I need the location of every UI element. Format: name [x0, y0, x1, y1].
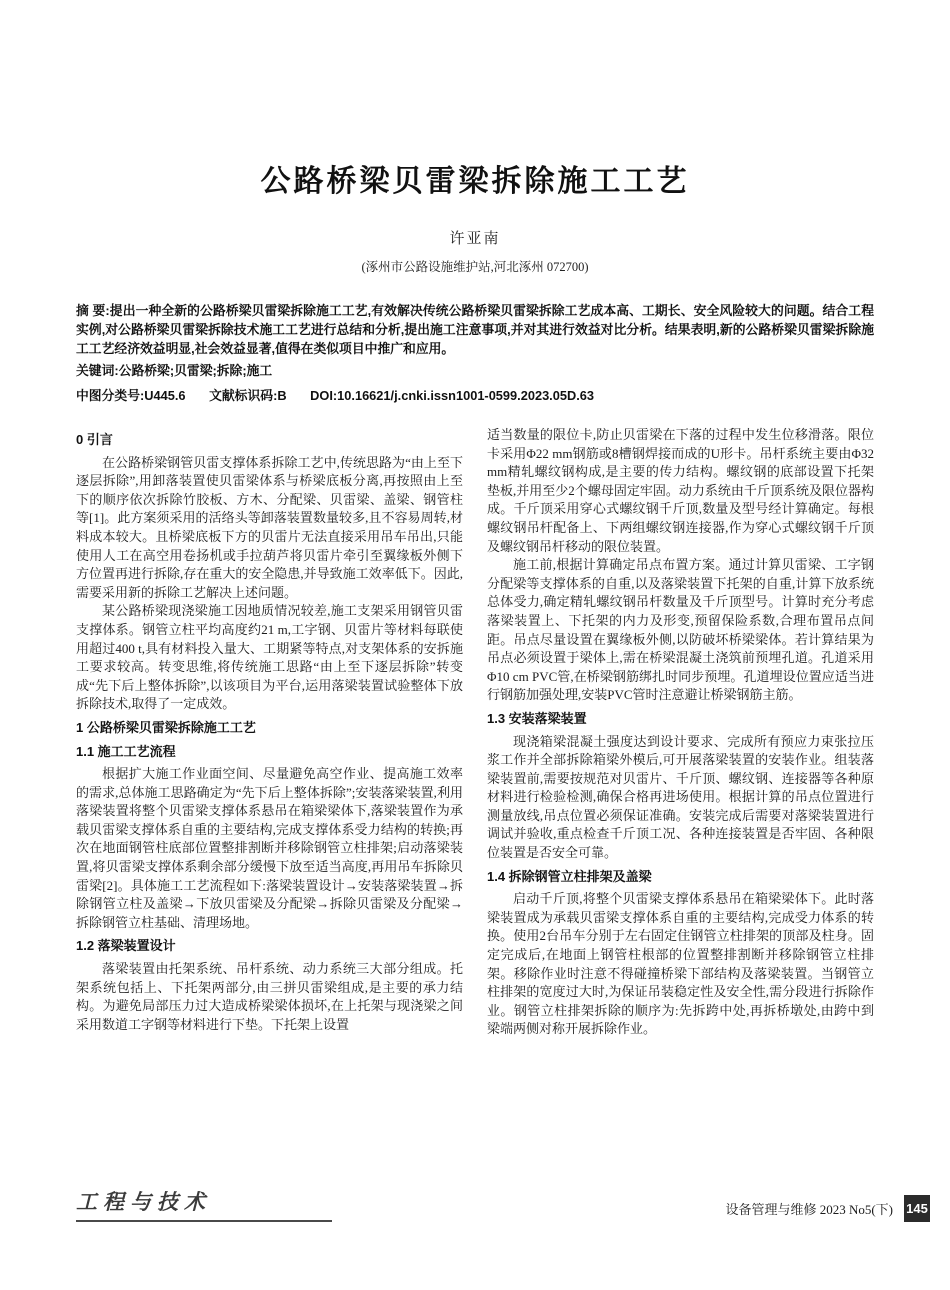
- paper-title: 公路桥梁贝雷梁拆除施工工艺: [260, 165, 690, 198]
- paragraph: 现浇箱梁混凝土强度达到设计要求、完成所有预应力束张拉压浆工作并全部拆除箱梁外模后,可开展落梁装置的安装作业。组装落梁装置前,需要按规范对贝雷片、千斤顶、螺纹钢、连接器等各种原材料进行检验检测,确保合格再进场使用。根据计算的吊点位置进行测量放线,吊点位置必须保证准确。安装完成后需要对落梁装置进行调试并验收,重点检查千斤顶工况、各种连接装置是否牢固、各种限位装置是否安全可靠。: [487, 733, 874, 861]
- paragraph: 施工前,根据计算确定吊点布置方案。通过计算贝雷梁、工字钢分配梁等支撑体系的自重,以及落梁装置下托架的自重,计算下放系统总体受力,确定精轧螺纹钢吊杆数量及千斤顶型号。计算时充分考虑落梁装置上、下托架的内力及形变,预留保险系数,合理布置吊点间距。吊点尽量设置在翼缘板外侧,以防破坏桥梁梁体。若计算结果为吊点必须设置于梁体上,需在桥梁混凝土浇筑前预埋孔道。孔道采用Φ10 cm PVC管,在桥梁钢筋绑扎时同步预埋。孔道埋设位置应适当进行钢筋加强处理,安装PVC管时注意避让桥梁钢筋主筋。: [487, 557, 874, 703]
- paragraph: 某公路桥梁现浇梁施工因地质情况较差,施工支架采用钢管贝雷支撑体系。钢管立柱平均高度约21 m,工字钢、贝雷片等材料每联使用超过400 t,具有材料投入量大、工期紧等特点,对支架体系的安拆施工要求较高。转变思维,将传统施工思路“由上至下逐层拆除”转变成“先下后上整体拆除”,以该项目为平台,运用落梁装置试验整体下放拆除技术,取得了一定成效。: [76, 603, 463, 712]
- footer-brand-rule: [76, 1186, 332, 1222]
- paragraph: 落梁装置由托架系统、吊杆系统、动力系统三大部分组成。托架系统包括上、下托架两部分,由三拼贝雷梁组成,是主要的承力结构。为避免局部压力过大造成桥梁梁体损坏,在上托架与现浇梁之间采用数道工字钢等材料进行下垫。下托架上设置: [76, 961, 463, 1032]
- page-number-badge: 145: [904, 1195, 930, 1222]
- keywords-line: [76, 361, 874, 380]
- footer-journal-block: [725, 1195, 930, 1222]
- page-footer: [76, 1186, 930, 1222]
- section-heading-intro: 0 引言: [76, 432, 113, 447]
- clc-label: 中图分类号:: [76, 388, 145, 403]
- section-heading-1-4: 1.4 拆除钢管立柱排架及盖梁: [487, 868, 652, 884]
- keywords-text: 公路桥梁;贝雷梁;拆除;施工: [118, 363, 273, 378]
- author-name: 许亚南: [449, 231, 501, 247]
- body-columns: [76, 426, 874, 1039]
- author-affiliation: (涿州市公路设施维护站,河北涿州 072700): [361, 260, 589, 274]
- doi-label: DOI:: [310, 388, 338, 403]
- paragraph: 在公路桥梁钢管贝雷支撑体系拆除工艺中,传统思路为“由上至下逐层拆除”,用卸落装置使贝雷梁体系与桥梁底板分离,再按照由上至下的顺序依次拆除竹胶板、方木、分配梁、贝雷梁、盖梁、钢管柱等[1]。此方案须采用的活络头等卸落装置数量较多,且不容易周转,材料成本较大。且桥梁底板下方的贝雷片无法直接采用吊车吊出,只能使用人工在高空用卷扬机或手拉葫芦将贝雷片牵引至翼缘板外侧下方位置再进行拆除,存在重大的安全隐患,并导致施工效率低下。因此,需要采用新的拆除工艺解决上述问题。: [76, 454, 463, 600]
- right-column: [487, 426, 874, 1039]
- doi-value: 10.16621/j.cnki.issn1001-0599.2023.05D.63: [337, 388, 595, 403]
- section-heading-1-2: 1.2 落梁装置设计: [76, 938, 176, 954]
- footer-journal-text: 设备管理与维修 2023 No5(下): [725, 1202, 893, 1217]
- section-heading-1-1: 1.1 施工工艺流程: [76, 743, 176, 759]
- footer-brand-text: 工程与技术: [76, 1190, 211, 1214]
- section-heading-1-3: 1.3 安装落梁装置: [487, 710, 587, 726]
- meta-block: [76, 301, 874, 405]
- abstract-label: 摘 要:: [76, 303, 110, 318]
- paragraph-continuation: 适当数量的限位卡,防止贝雷梁在下落的过程中发生位移滑落。限位卡采用Φ22 mm钢筋或8槽钢焊接而成的U形卡。吊杆系统主要由Φ32 mm精轧螺纹钢构成,是主要的传力结构。螺纹钢的底部设置下托架垫板,并用至少2个螺母固定牢固。动力系统由千斤顶系统及限位器构成。千斤顶采用穿心式螺纹钢千斤顶,数量及型号经计算确定。每根螺纹钢吊杆配备上、下两组螺纹钢连接器,作为穿心式螺纹钢千斤顶及螺纹钢吊杆移动的限位装置。: [487, 427, 874, 554]
- keywords-label: 关键词:: [76, 363, 119, 378]
- abstract: [76, 301, 874, 358]
- clc-value: U445.6: [144, 388, 186, 403]
- paragraph: 根据扩大施工作业面空间、尽量避免高空作业、提高施工效率的需求,总体施工思路确定为“先下后上整体拆除”;安装落梁装置,利用落梁装置将整个贝雷梁支撑体系悬吊在箱梁梁体下,落梁装置作为承载贝雷梁支撑体系自重的主要结构,完成支撑体系受力结构的转换;再次在地面钢管柱底部位置整排割断并移除钢管立柱排架;启动落梁装置,将贝雷梁支撑体系剩余部分缓慢下放至适当高度,再用吊车拆除贝雷梁[2]。具体施工工艺流程如下:落梁装置设计→安装落梁装置→拆除钢管立柱及盖梁→下放贝雷梁及分配梁→拆除贝雷梁及分配梁→拆除钢管立柱基础、清理场地。: [76, 766, 463, 930]
- left-column: [76, 426, 463, 1039]
- classification-line: [76, 386, 874, 405]
- doc-code-value: B: [277, 388, 287, 403]
- paragraph: 启动千斤顶,将整个贝雷梁支撑体系悬吊在箱梁梁体下。此时落梁装置成为承载贝雷梁支撑体系自重的主要结构,完成受力体系的转换。使用2台吊车分别于左右固定住钢管立柱排架的顶部及柱身。固定完成后,在地面上钢管柱根部的位置整排割断并移除钢管立柱排架。移除作业时注意不得碰撞桥梁下部结构及落梁装置。当钢管立柱排架的宽度过大时,为保证吊装稳定性及安全性,需分段进行拆除作业。钢管立柱排架拆除的顺序为:先拆跨中处,再拆桥墩处,由跨中到梁端两侧对称开展拆除作业。: [487, 891, 874, 1037]
- doc-code-label: 文献标识码:: [209, 388, 278, 403]
- abstract-text: 提出一种全新的公路桥梁贝雷梁拆除施工工艺,有效解决传统公路桥梁贝雷梁拆除工艺成本高、工期长、安全风险较大的问题。结合工程实例,对公路桥梁贝雷梁拆除技术施工工艺进行总结和分析,提出施工注意事项,并对其进行效益对比分析。结果表明,新的公路桥梁贝雷梁拆除施工工艺经济效益明显,社会效益显著,值得在类似项目中推广和应用。: [76, 303, 874, 356]
- section-heading-1: 1 公路桥梁贝雷梁拆除施工工艺: [76, 719, 256, 735]
